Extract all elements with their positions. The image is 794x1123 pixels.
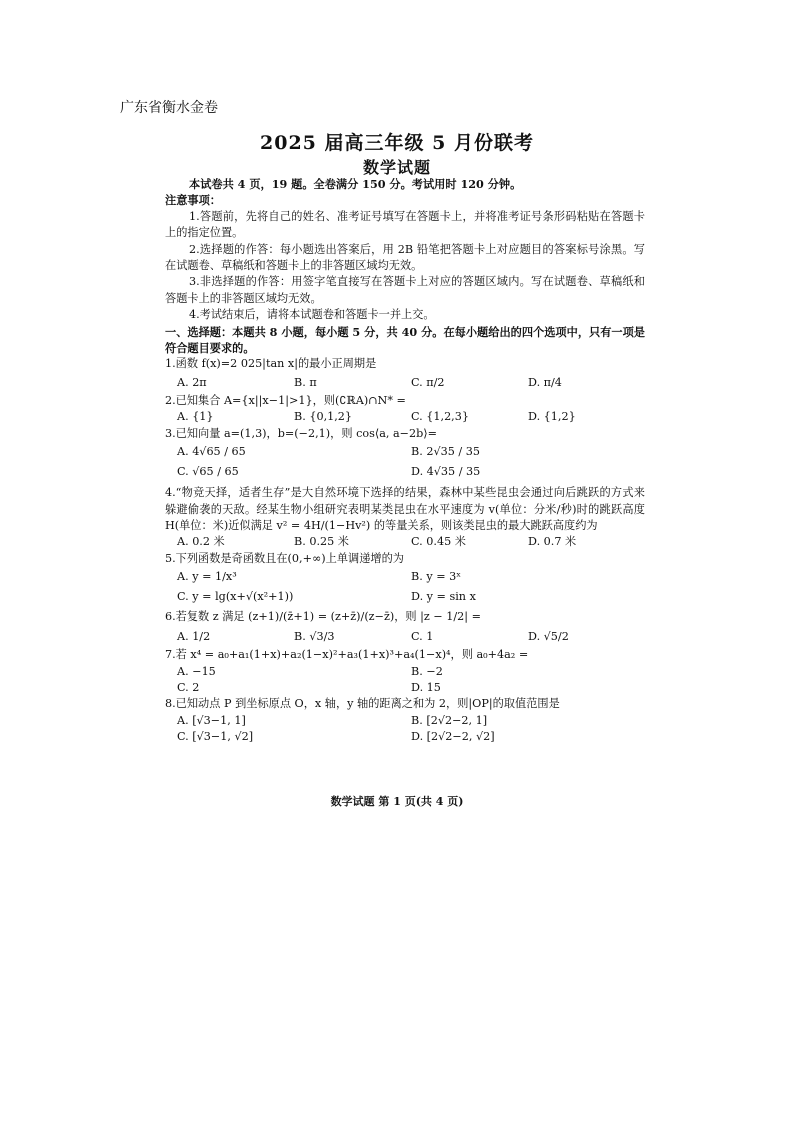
exam-intro: 本试卷共 4 页，19 题。全卷满分 150 分。考试用时 120 分钟。 <box>189 177 522 191</box>
option-c: C. y = lg(x+√(x²+1)) <box>177 590 294 604</box>
question-stem: 4.“物竞天择，适者生存”是大自然环境下选择的结果，森林中某些昆虫会通过向后跳跃的方式来躲避偷袭的天敌。经某生物小组研究表明某类昆虫在水平速度为 v(单位：分米/秒)时的跳跃高度 H(单位：米)近似满足 v² = 4H/(1−Hv²) 的等量关系，则该类昆虫的最大跳跃高度约为 <box>165 486 645 532</box>
option-a: A. 1/2 <box>177 630 211 644</box>
option-b: B. {0,1,2} <box>294 410 353 424</box>
option-c: C. π/2 <box>411 375 445 389</box>
source-tag: 广东省衡水金卷 <box>120 100 218 116</box>
page-footer: 数学试题 第 1 页(共 4 页) <box>330 795 464 808</box>
notice-title: 注意事项： <box>165 193 221 208</box>
question-stem: 5.下列函数是奇函数且在(0,+∞)上单调递增的为 <box>165 551 404 565</box>
option-a: A. 4√65 / 65 <box>177 445 246 459</box>
option-d: D. y = sin x <box>411 590 476 604</box>
option-b: B. 0.25 米 <box>294 535 349 549</box>
option-d: D. 15 <box>411 680 441 694</box>
option-d: D. 0.7 米 <box>528 535 577 549</box>
option-c: C. 2 <box>177 680 200 694</box>
question-stem: 8.已知动点 P 到坐标原点 O，x 轴，y 轴的距离之和为 2，则|OP|的取值范围是 <box>165 697 560 711</box>
question-stem: 6.若复数 z 满足 (z+1)/(z̄+1) = (z+z̄)/(z−z̄)，则 |z − 1/2| = <box>165 610 481 624</box>
exam-title: 2025 届高三年级 5 月份联考 <box>260 132 534 154</box>
question-options <box>165 729 645 745</box>
question-stem: 7.若 x⁴ = a₀+a₁(1+x)+a₂(1−x)²+a₃(1+x)³+a₄(1−x)⁴，则 a₀+4a₂ = <box>165 648 529 662</box>
exam-content <box>165 176 645 746</box>
question-options <box>165 713 645 729</box>
question-options <box>165 567 645 587</box>
option-b: B. √3/3 <box>294 630 335 644</box>
option-b: B. π <box>294 375 317 389</box>
exam-subtitle: 数学试题 <box>362 158 431 177</box>
question-options <box>165 587 645 607</box>
question-options <box>165 680 645 696</box>
option-d: D. [2√2−2, √2] <box>411 730 495 744</box>
question-stem: 1.函数 f(x)=2 025|tan x|的最小正周期是 <box>165 357 377 371</box>
option-b: B. −2 <box>411 664 443 678</box>
question-options <box>165 664 645 680</box>
option-d: D. √5/2 <box>528 630 569 644</box>
option-a: A. {1} <box>177 410 214 424</box>
option-d: D. {1,2} <box>528 410 576 424</box>
notice-item: 3.非选择题的作答：用签字笔直接写在答题卡上对应的答题区域内。写在试题卷、草稿纸和答题卡上的非答题区域均无效。 <box>165 275 645 305</box>
notice-item: 4.考试结束后，请将本试题卷和答题卡一并上交。 <box>189 308 435 322</box>
option-c: C. √65 / 65 <box>177 465 239 479</box>
option-a: A. −15 <box>177 664 216 678</box>
option-c: C. 0.45 米 <box>411 535 466 549</box>
question-stem: 2.已知集合 A={x||x−1|>1}，则(∁ℝA)∩N* = <box>165 393 406 407</box>
option-a: A. [√3−1, 1] <box>177 713 246 727</box>
option-d: D. 4√35 / 35 <box>411 465 481 479</box>
option-b: B. y = 3ˣ <box>411 570 461 584</box>
question-stem: 3.已知向量 a=(1,3)，b=(−2,1)，则 cos⟨a, a−2b⟩= <box>165 426 438 440</box>
question-options <box>165 409 645 425</box>
option-d: D. π/4 <box>528 375 562 389</box>
option-c: C. 1 <box>411 630 434 644</box>
notice-item: 1.答题前，先将自己的姓名、准考证号填写在答题卡上，并将准考证号条形码粘贴在答题卡上的指定位置。 <box>165 209 645 240</box>
question-options <box>165 442 645 462</box>
option-b: B. [2√2−2, 1] <box>411 713 488 727</box>
option-c: C. [√3−1, √2] <box>177 730 254 744</box>
question-options <box>165 373 645 393</box>
option-a: A. 0.2 米 <box>177 535 225 549</box>
question-options <box>165 534 645 550</box>
option-b: B. 2√35 / 35 <box>411 445 480 459</box>
question-options <box>165 462 645 482</box>
section-heading: 一、选择题：本题共 8 小题，每小题 5 分，共 40 分。在每小题给出的四个选项中，只有一项是符合题目要求的。 <box>165 324 645 356</box>
option-a: A. 2π <box>177 375 207 389</box>
question-options <box>165 627 645 647</box>
option-a: A. y = 1/x³ <box>177 570 237 584</box>
option-c: C. {1,2,3} <box>411 410 469 424</box>
notice-item: 2.选择题的作答：每小题选出答案后，用 2B 铅笔把答题卡上对应题目的答案标号涂黑。写在试题卷、草稿纸和答题卡上的非答题区域均无效。 <box>165 242 645 273</box>
